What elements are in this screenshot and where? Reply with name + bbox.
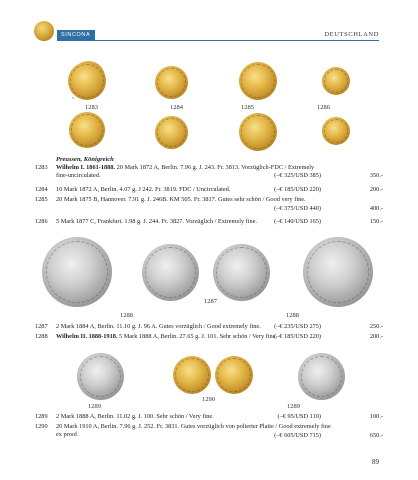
lot-1289	[35, 413, 383, 423]
lot-price: 150.-	[369, 218, 383, 225]
coin-1287-obverse	[142, 244, 199, 301]
lot-desc-line2: fine-uncirculated.	[56, 172, 101, 179]
lot-number: 1289	[35, 413, 48, 420]
sincona-logo-coin	[34, 21, 54, 41]
lot-description: 20 Mark 1875 B, Hannover. 7.91 g. J. 246B. KM 505. Fr. 3817. Gutes sehr schön / Good very fine.	[56, 196, 306, 203]
lot-1288	[35, 333, 383, 343]
lot-estimate: (–€ 325/USD 385)	[274, 172, 321, 179]
coin-label-1285: 1285	[241, 104, 254, 111]
coin-1285-reverse-img	[239, 113, 277, 151]
header-rule	[57, 40, 379, 41]
brand-label: SINCONA	[61, 32, 91, 38]
coin-1286-reverse-img	[322, 117, 350, 145]
coin-label-1290: 1290	[202, 396, 215, 403]
lot-price: 200.-	[369, 333, 383, 340]
coin-1286-obverse	[322, 67, 350, 95]
lot-price: 350.-	[369, 172, 383, 179]
coin-1285-obverse	[239, 62, 277, 100]
lot-description: 5 Mark 1877 C, Frankfurt. 1.98 g. J. 244. Fr. 3827. Vorzüglich / Extremely fine.	[56, 218, 258, 225]
coin-label-1283: 1283	[85, 104, 98, 111]
lot-price: 100.-	[369, 413, 383, 420]
coin-label-1288-right: 1288	[286, 312, 299, 319]
lot-1286	[35, 218, 383, 228]
lot-description: 10 Mark 1872 A, Berlin. 4.07 g. J 242. Fr. 3819. FDC / Uncirculated.	[56, 186, 231, 193]
lot-estimate: (–€ 605/USD 715)	[274, 432, 321, 439]
lot-desc-line1: 5 Mark 1888 A, Berlin. 27.65 g. J. 101. Sehr schön / Very fine.	[117, 333, 278, 340]
coin-1290-reverse	[215, 356, 253, 394]
section-heading: DEUTSCHLAND	[324, 31, 379, 38]
coin-1289-reverse	[298, 353, 345, 400]
lot-price: 250.-	[369, 323, 383, 330]
lot-number: 1283	[35, 164, 48, 171]
lot-estimate: (–€ 235/USD 275)	[274, 323, 321, 330]
lot-estimate: (–€ 185/USD 220)	[274, 186, 321, 193]
coin-1284-obverse	[155, 66, 188, 99]
lot-price: 400.-	[369, 205, 383, 212]
lot-number: 1287	[35, 323, 48, 330]
ruler-name: Wilhelm II. 1888-1918.	[56, 333, 118, 340]
coin-1283-obverse-img	[68, 62, 106, 100]
coin-1289-obverse	[77, 353, 124, 400]
coin-label-1288-left: 1288	[120, 312, 133, 319]
lot-description: 2 Mark 1884 A, Berlin. 11.10 g. J. 96 A. Gutes vorzüglich / Good extremely fine.	[56, 323, 261, 330]
coin-1288-obverse	[42, 237, 112, 307]
ruler-name: Wilhelm I. 1861-1888.	[56, 164, 116, 171]
section-title: Preussen, Königreich	[56, 156, 114, 163]
lot-estimate: (–€ 375/USD 440)	[274, 205, 321, 212]
coin-1287-reverse	[213, 244, 270, 301]
lot-price: 650.-	[369, 432, 383, 439]
lot-number: 1284	[35, 186, 48, 193]
lot-estimate: (–€ 95/USD 110)	[277, 413, 321, 420]
lot-desc-line2: ex proof.	[56, 431, 79, 438]
lot-1284	[35, 186, 383, 196]
coin-1284-reverse-img	[155, 116, 188, 149]
lot-1287	[35, 323, 383, 333]
coin-label-1284: 1284	[170, 104, 183, 111]
lot-desc-line1: 20 Mark 1872 A, Berlin. 7.96 g. J. 243. Fr. 3813. Vorzüglich-FDC / Extremely	[115, 164, 315, 171]
lot-price: 200.-	[369, 186, 383, 193]
lot-estimate: (–€ 185/USD 220)	[274, 333, 321, 340]
lot-number: 1285	[35, 196, 48, 203]
lot-1283	[35, 164, 383, 184]
lot-number: 1288	[35, 333, 48, 340]
lot-1285	[35, 196, 383, 216]
lot-description: 2 Mark 1888 A, Berlin. 11.02 g. J. 100. Sehr schön / Very fine.	[56, 413, 214, 420]
coin-label-1289-right: 1289	[287, 403, 300, 410]
page-number: 89	[372, 458, 379, 466]
lot-number: 1290	[35, 423, 48, 430]
lot-number: 1286	[35, 218, 48, 225]
lot-desc-line1: 20 Mark 1910 A, Berlin. 7.96 g. J. 252. Fr. 3831. Gutes vorzüglich von polierter Platte / Good extremely fine	[56, 423, 331, 430]
lot-estimate: (–€ 140/USD 165)	[274, 218, 321, 225]
coin-1288-reverse	[303, 237, 373, 307]
coin-label-1287: 1287	[204, 298, 217, 305]
coin-label-1286: 1286	[317, 104, 330, 111]
coin-label-1289-left: 1289	[88, 403, 101, 410]
coin-1283-reverse-img	[69, 112, 105, 148]
lot-1290	[35, 423, 383, 443]
coin-1290-obverse	[173, 356, 211, 394]
